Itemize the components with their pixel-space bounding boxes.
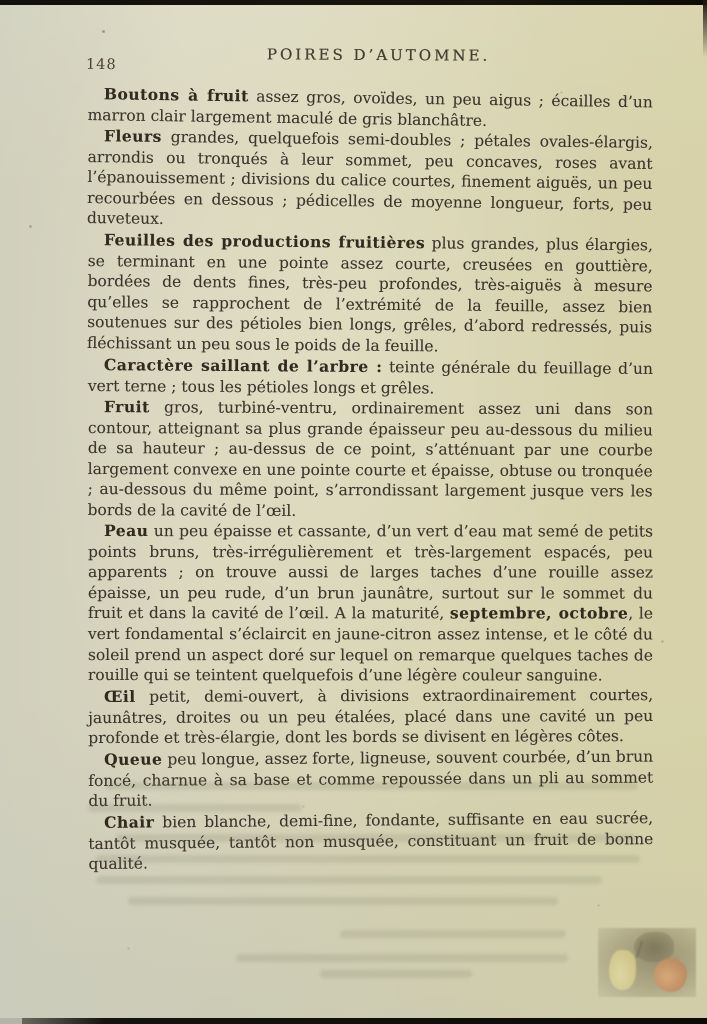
ghost-line bbox=[88, 804, 302, 812]
text-column bbox=[88, 84, 653, 876]
paragraph-feuilles bbox=[87, 230, 653, 359]
running-title: POIRES D’AUTOMNE. bbox=[266, 45, 491, 65]
scan-edge-top bbox=[0, 0, 707, 5]
paragraph-lead: Peau bbox=[103, 521, 149, 541]
ghost-line bbox=[116, 834, 636, 842]
ghost-line bbox=[128, 897, 558, 905]
scan-edge-bottom bbox=[22, 1018, 707, 1024]
paragraph-oeil bbox=[88, 685, 653, 749]
ghost-line bbox=[96, 876, 602, 884]
ghost-line bbox=[106, 782, 638, 790]
paragraph-fruit bbox=[87, 397, 653, 523]
pear-thumbnail-watermark bbox=[598, 928, 696, 997]
paragraph-text: grandes, quelquefois semi-doubles ; pétales ovales-élargis, arrondis ou tronqués à leur sommet, peu concaves, roses avant l’épanouissement ; divisions du calice courtes, finement aiguës, un peu recourbées en dessous ; pédicelles de moyenne longueur, forts, peu duveteux. bbox=[86, 128, 653, 229]
paragraph-text: gros, turbiné-ventru, ordinairement assez uni dans son contour, atteignant sa plus grande épaisseur peu au-dessous du milieu de sa hauteur ; au-dessus de ce point, s’atténuant par une courbe largement convexe en une pointe courte et épaisse, obtuse ou tronquée ; au-dessous du même point, s’arrondissant largement jusque vers les bords de la cavité de l’œil. bbox=[87, 398, 653, 520]
paragraph-text: assez gros, ovoïdes, un peu aigus ; écailles d’un marron clair largement maculé de gris blanchâtre. bbox=[87, 87, 653, 130]
paragraph-fleurs bbox=[87, 126, 653, 236]
paper-specks bbox=[0, 0, 1, 1]
paragraph-text: petit, demi-ouvert, à divisions extraordinairement courtes, jaunâtres, droites ou un peu étalées, placé dans une cavité un peu profonde et très-élargie, dont les bords se divisent en légères côtes. bbox=[88, 686, 654, 748]
paragraph-text: plus grandes, plus élargies, se terminant en une pointe assez courte, creusées en gouttière, bordées de dents fines, très-peu profondes, très-aiguës à mesure qu’elles se rapprochent de l’extrémité de la feuille, assez bien soutenues sur des pétioles bien longs, grêles, d’abord redressés, puis fléchissant un peu sous le poids de la feuille. bbox=[86, 234, 653, 356]
paragraph-lead: Fleurs bbox=[103, 126, 162, 147]
paragraph-text: peu longue, assez forte, ligneuse, souvent courbée, d’un brun foncé, charnue à sa base et comme repoussée dans un pli au sommet du fruit. bbox=[88, 747, 654, 811]
ghost-line bbox=[236, 954, 568, 962]
paragraph-caractere bbox=[88, 355, 653, 400]
ghost-line bbox=[320, 970, 472, 978]
paragraph-text: un peu épaisse et cassante, d’un vert d’eau mat semé de petits points bruns, très-irrégulièrement et très-largement espacés, peu apparents ; on trouve aussi de larges taches d’une rouille assez épaisse, un peu rude, d’un brun jaunâtre, surtout sur le sommet du fruit et dans la cavité de l’œil. A la maturité, bbox=[87, 522, 653, 624]
paragraph-bold-months: septembre, octobre bbox=[449, 604, 629, 624]
paragraph-text: bien blanche, demi-fine, fondante, suffisante en eau sucrée, tantôt musquée, tantôt non musquée, constituant un fruit de bonne qualité. bbox=[88, 808, 654, 873]
paragraph-lead: Œil bbox=[103, 687, 136, 707]
paragraph-lead: Queue bbox=[103, 749, 163, 769]
paragraph-text: teinte générale du feuillage d’un vert terne ; tous les pétioles longs et grêles. bbox=[87, 357, 653, 397]
showthrough-ghost-text bbox=[88, 778, 654, 998]
paragraph-lead: Caractère saillant de l’arbre : bbox=[103, 354, 383, 376]
paragraph-lead: Fruit bbox=[103, 396, 150, 417]
paragraph-peau bbox=[88, 521, 653, 686]
paragraph-lead: Chair bbox=[103, 812, 155, 832]
ghost-line bbox=[340, 930, 566, 938]
red-pear-icon bbox=[654, 958, 687, 992]
page-number: 148 bbox=[85, 56, 117, 74]
scan-corner-bottom-left bbox=[0, 1018, 22, 1024]
paragraph-lead: Feuilles des productions fruitières bbox=[103, 230, 426, 253]
paragraph-lead: Boutons à fruit bbox=[103, 84, 249, 106]
ghost-line bbox=[96, 855, 640, 863]
paragraph-text: , le vert fondamental s’éclaircit en jaune-citron assez intense, et le côté du soleil prend un aspect doré sur lequel on remarque quelques taches de rouille qui se teintent quelquefois d’une légère couleur sanguine. bbox=[87, 605, 653, 686]
scan-corner-top-right bbox=[703, 0, 707, 58]
yellow-pear-icon bbox=[609, 950, 636, 990]
